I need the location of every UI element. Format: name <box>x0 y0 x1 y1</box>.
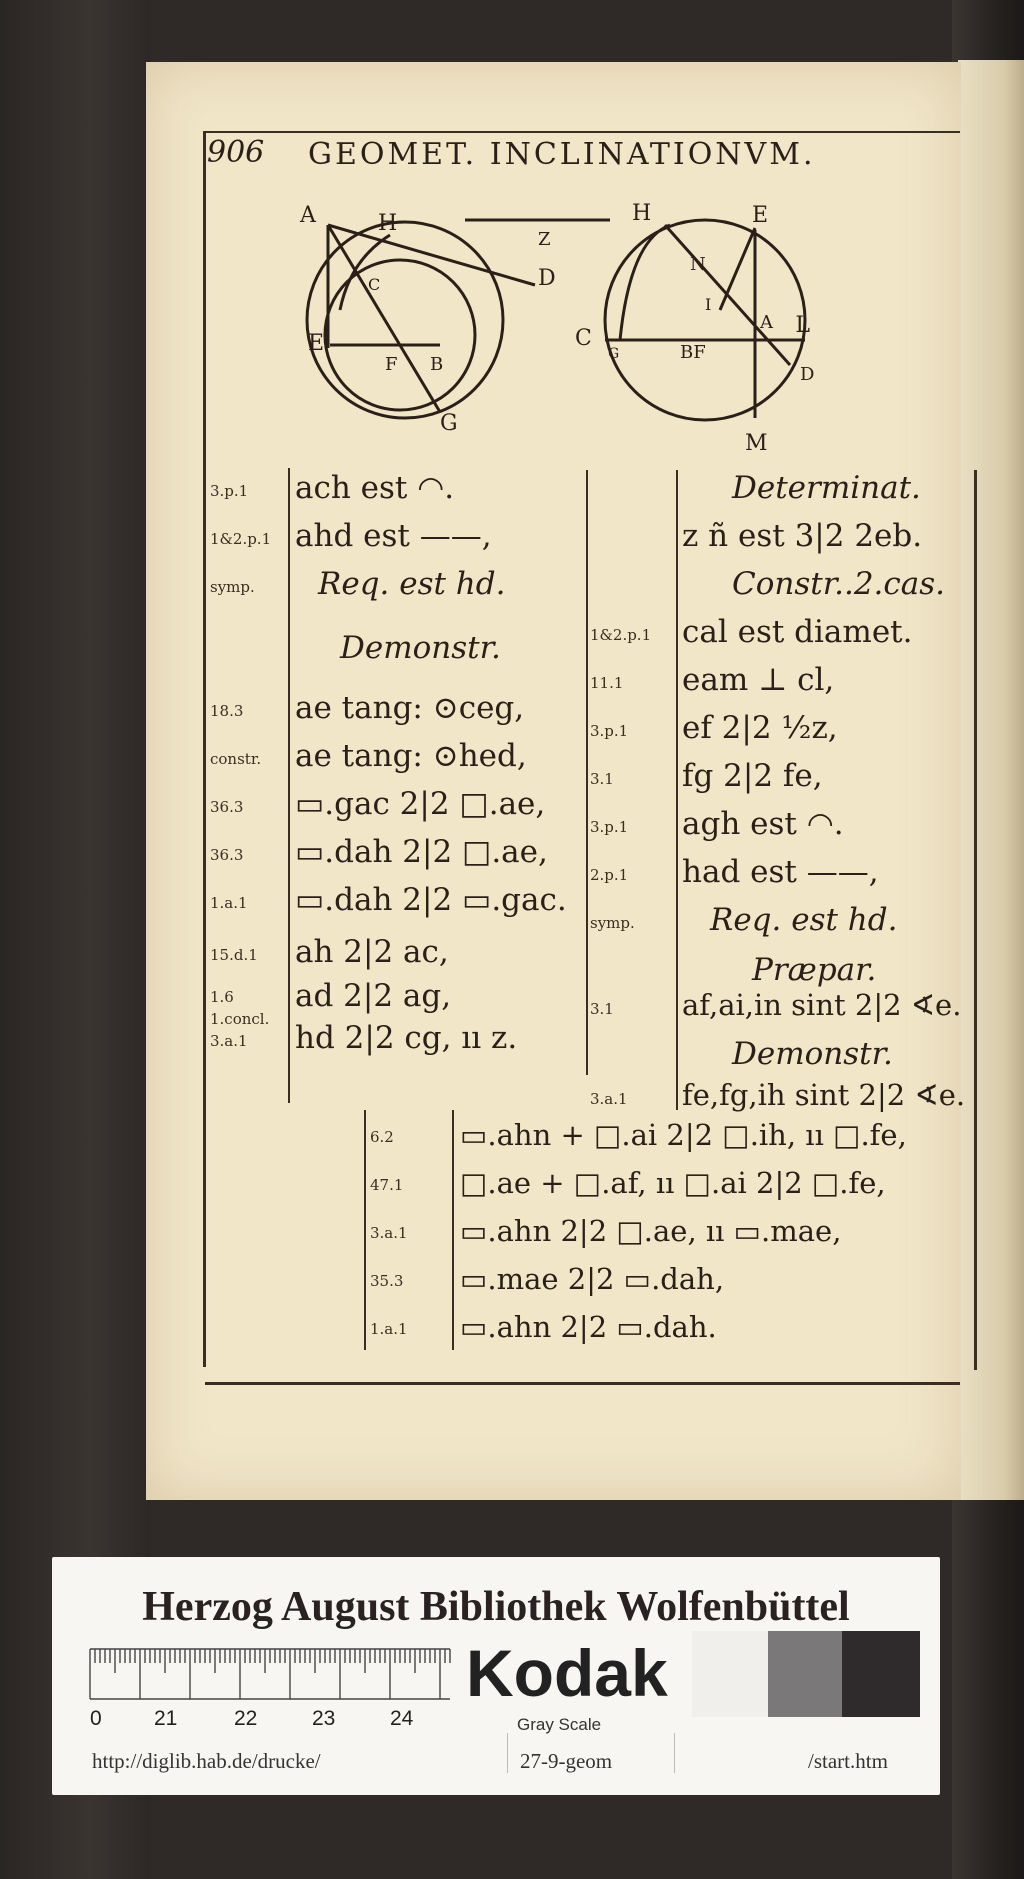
fig-label-I: I <box>705 295 712 314</box>
col1-ref: 15.d.1 <box>210 946 258 964</box>
fig-label-H: H <box>378 211 398 236</box>
ruler-number: 0 <box>90 1707 102 1730</box>
col3-ref: 1.a.1 <box>370 1320 408 1338</box>
col2-ref: 3.p.1 <box>590 818 629 836</box>
separator <box>674 1733 675 1773</box>
right-circle <box>605 220 805 420</box>
fig-label-B: B <box>430 354 444 375</box>
fig-label-A2: A <box>760 312 773 333</box>
col2-ref: 3.a.1 <box>590 1090 628 1108</box>
col3-text: □.ae + □.af, ıı □.ai 2|2 □.fe, <box>460 1166 886 1200</box>
fig-label-G2: G <box>608 346 620 362</box>
separator <box>507 1733 508 1773</box>
col1-ref: 1.a.1 <box>210 894 248 912</box>
left-margin-rule <box>203 131 206 1367</box>
fig-label-D2: D <box>800 364 815 385</box>
col1-margin-rule <box>288 468 290 1103</box>
col3-ref: 47.1 <box>370 1176 404 1194</box>
fig-label-Z: Z <box>538 229 551 250</box>
fig-label-M: M <box>745 431 768 456</box>
fig-label-C2: C <box>575 326 592 351</box>
url-left: http://diglib.hab.de/drucke/ <box>92 1749 321 1773</box>
running-head: GEOMET. INCLINATIONVM. <box>308 137 816 172</box>
col2-text: agh est ◠. <box>682 806 844 842</box>
col3-ref: 3.a.1 <box>370 1224 408 1242</box>
col1-ref: 3.a.1 <box>210 1032 248 1050</box>
left-arc-hc <box>340 235 390 310</box>
fig-label-E: E <box>308 331 325 356</box>
col1-ref: 1.concl. <box>210 1010 270 1028</box>
col2-ref: 3.1 <box>590 1000 614 1018</box>
call-number: 27-9-geom <box>520 1749 613 1773</box>
col3-text: ▭.mae 2|2 ▭.dah, <box>460 1262 725 1296</box>
col1-ref: 36.3 <box>210 846 244 864</box>
col2-heading: Præpar. <box>752 952 877 988</box>
ruler-number: 21 <box>154 1707 178 1730</box>
col2-margin-rule-inner <box>676 470 678 1110</box>
col1-ref: 3.p.1 <box>210 482 249 500</box>
col1-text: hd 2|2 cg, ıı z. <box>295 1020 518 1056</box>
bottom-rule <box>205 1382 960 1385</box>
gray-patch-dark <box>842 1631 920 1717</box>
library-target-card <box>52 1557 940 1795</box>
right-line-ei <box>720 228 755 310</box>
col3-text: ▭.ahn 2|2 ▭.dah. <box>460 1310 717 1344</box>
right-margin-rule <box>974 470 977 1370</box>
col2-text: Req. est hd. <box>710 902 898 938</box>
col1-ref: 18.3 <box>210 702 244 720</box>
col2-text: fg 2|2 fe, <box>682 758 823 794</box>
col2-ref: 2.p.1 <box>590 866 629 884</box>
col2-text: eam ⊥ cl, <box>682 662 835 698</box>
col1-ref: symp. <box>210 578 255 596</box>
col2-text: fe,fg,ih sint 2|2 ∢e. <box>682 1078 966 1112</box>
col2-ref: 1&2.p.1 <box>590 626 652 644</box>
ruler-scale <box>90 1647 450 1701</box>
gray-patch-mid <box>768 1631 848 1717</box>
col2-ref: symp. <box>590 914 635 932</box>
col3-margin-rule-inner <box>452 1110 454 1350</box>
col2-heading: Demonstr. <box>732 1036 893 1072</box>
col1-ref: 36.3 <box>210 798 244 816</box>
col2-heading: Determinat. <box>732 470 921 506</box>
col1-text: ▭.dah 2|2 ▭.gac. <box>295 882 567 918</box>
right-arc <box>620 225 670 340</box>
fig-label-H2: H <box>632 201 652 226</box>
col1-text: ach est ◠. <box>295 470 455 506</box>
col1-ref: 1&2.p.1 <box>210 530 272 548</box>
col1-ref: 1.6 <box>210 988 234 1006</box>
ruler-number: 22 <box>234 1707 258 1730</box>
col1-text: Req. est hd. <box>318 566 506 602</box>
col1-text: ae tang: ⊙ceg, <box>295 690 525 726</box>
fig-label-A: A <box>300 203 316 228</box>
col3-ref: 6.2 <box>370 1128 394 1146</box>
fig-label-C: C <box>368 275 381 294</box>
facing-page-edge <box>958 60 1024 1500</box>
col3-text: ▭.ahn + □.ai 2|2 □.ih, ıı □.fe, <box>460 1118 907 1152</box>
col2-text: af,ai,in sint 2|2 ∢e. <box>682 988 962 1022</box>
page-number: 906 <box>207 135 265 170</box>
col2-text: z ñ est 3|2 2eb. <box>682 518 923 554</box>
col3-text: ▭.ahn 2|2 □.ae, ıı ▭.mae, <box>460 1214 842 1248</box>
col3-margin-rule-outer <box>364 1110 366 1350</box>
col2-text: ef 2|2 ½z, <box>682 710 838 746</box>
ruler-number: 23 <box>312 1707 336 1730</box>
gray-scale-label: Gray Scale <box>517 1715 602 1734</box>
fig-label-BF: BF <box>680 342 706 363</box>
col2-heading: Constr..2.cas. <box>732 566 946 602</box>
header-rule <box>205 131 960 133</box>
col1-text: ae tang: ⊙hed, <box>295 738 527 774</box>
col1-text: ▭.dah 2|2 □.ae, <box>295 834 548 870</box>
fig-label-F: F <box>385 354 398 375</box>
col2-ref: 3.1 <box>590 770 614 788</box>
geometry-figure <box>290 200 815 460</box>
kodak-logo: Kodak <box>466 1636 668 1710</box>
col1-text: ahd est ——, <box>295 518 492 554</box>
col2-margin-rule-outer <box>586 470 588 1075</box>
fig-label-N: N <box>690 254 706 275</box>
col3-ref: 35.3 <box>370 1272 404 1290</box>
url-right: /start.htm <box>808 1749 888 1773</box>
col2-text: had est ——, <box>682 854 879 890</box>
col1-text: ▭.gac 2|2 □.ae, <box>295 786 546 822</box>
col1-text: ad 2|2 ag, <box>295 978 452 1014</box>
col2-ref: 3.p.1 <box>590 722 629 740</box>
fig-label-E2: E <box>752 203 769 228</box>
col2-ref: 11.1 <box>590 674 624 692</box>
ruler-number: 24 <box>390 1707 414 1730</box>
library-name: Herzog August Bibliothek Wolfenbüttel <box>142 1584 850 1630</box>
fig-label-D: D <box>538 266 556 291</box>
col1-text: ah 2|2 ac, <box>295 934 449 970</box>
fig-label-L: L <box>795 313 810 338</box>
col1-ref: constr. <box>210 750 262 768</box>
col2-text: cal est diamet. <box>682 614 913 650</box>
fig-label-G: G <box>440 411 458 436</box>
col1-heading: Demonstr. <box>340 630 501 666</box>
